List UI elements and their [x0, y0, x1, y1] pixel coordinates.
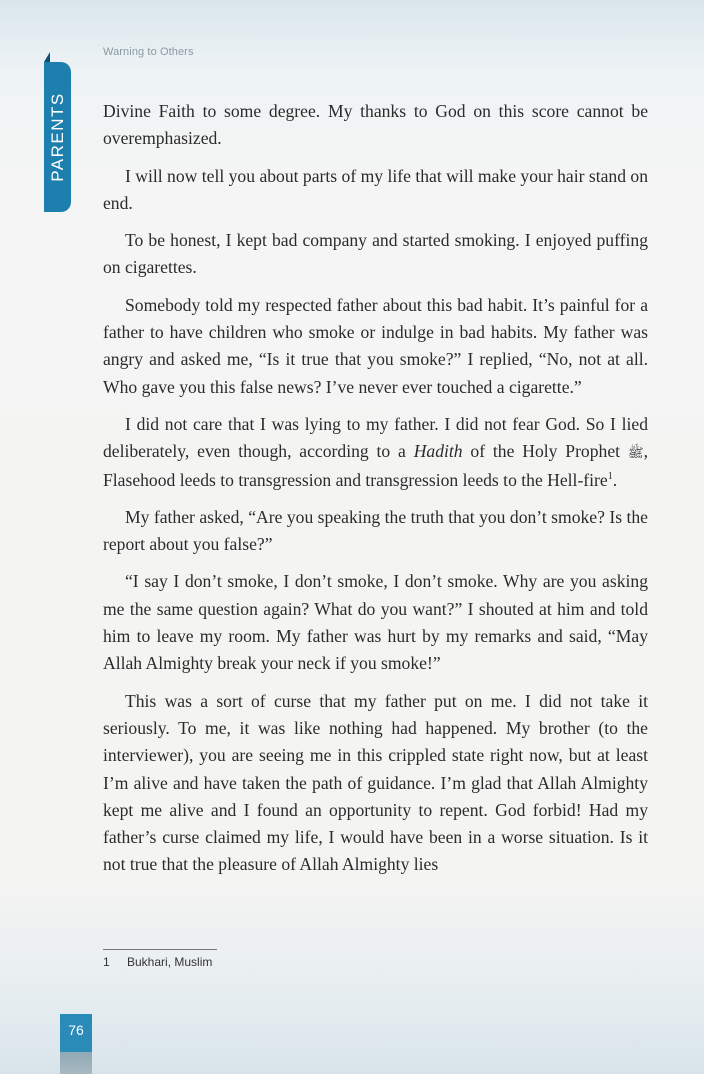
- paragraph-8: This was a sort of curse that my father put on me. I did not take it seriously. To me, it was like nothing had happened. My brother (to the interviewer), you are seeing me in this crippled state right now, but at least I’m alive and have taken the path of guidance. I’m glad that Allah Almighty kept me alive and I found an opportunity to repent. God forbid! Had my father’s curse claimed my life, I would have been in a worse situation. Is it not true that the pleasure of Allah Almighty lies: [103, 690, 648, 875]
- hadith-term: Hadith: [413, 441, 463, 462]
- paragraph-5: [103, 411, 648, 494]
- honorific-glyph: ﷺ: [627, 445, 644, 461]
- paragraph-6: My father asked, “Are you speaking the truth that you don’t smoke? Is the report about you false?”: [103, 506, 648, 555]
- footnote-divider: [103, 949, 217, 950]
- footnote: [103, 955, 212, 969]
- running-header: Warning to Others: [103, 46, 194, 58]
- paragraph-3: To be honest, I kept bad company and started smoking. I enjoyed puffing on cigarettes.: [103, 230, 648, 278]
- paragraph-1: Divine Faith to some degree. My thanks to God on this score cannot be overemphasized.: [103, 101, 648, 149]
- footnote-number: 1: [103, 955, 110, 969]
- page-number: 76: [68, 1022, 84, 1038]
- paragraph-5-part-a: I did not care that I was lying to my father. I did not fear God. So I lied deliberately, even though, according to a: [103, 413, 648, 462]
- section-tab-label: PARENTS: [47, 92, 67, 182]
- section-tab-label-wrap: [44, 62, 71, 212]
- body-text: [103, 98, 648, 889]
- paragraph-5-part-c: , Flasehood leeds to transgression and transgression leeds to the Hell-fire: [103, 441, 648, 490]
- paragraph-7: “I say I don’t smoke, I don’t smoke, I don’t smoke. Why are you asking me the same question again? What do you want?” I shouted at him and told him to leave my room. My father was hurt by my remarks and said, “May Allah Almighty break your neck if you smoke!”: [103, 571, 648, 674]
- paragraph-5-part-d: .: [612, 469, 618, 490]
- footnote-ref: 1: [607, 470, 613, 482]
- paragraph-4: Somebody told my respected father about this bad habit. It’s painful for a father to have children who smoke or indulge in bad habits. My father was angry and asked me, “Is it true that you smoke?” I replied, “No, not at all. Who gave you this false news? I’ve never ever touched a cigarette.”: [103, 294, 648, 397]
- footnote-text: Bukhari, Muslim: [127, 955, 213, 969]
- paragraph-5-part-b: of the Holy Prophet: [462, 441, 628, 462]
- paragraph-2: I will now tell you about parts of my life that will make your hair stand on end.: [103, 165, 648, 213]
